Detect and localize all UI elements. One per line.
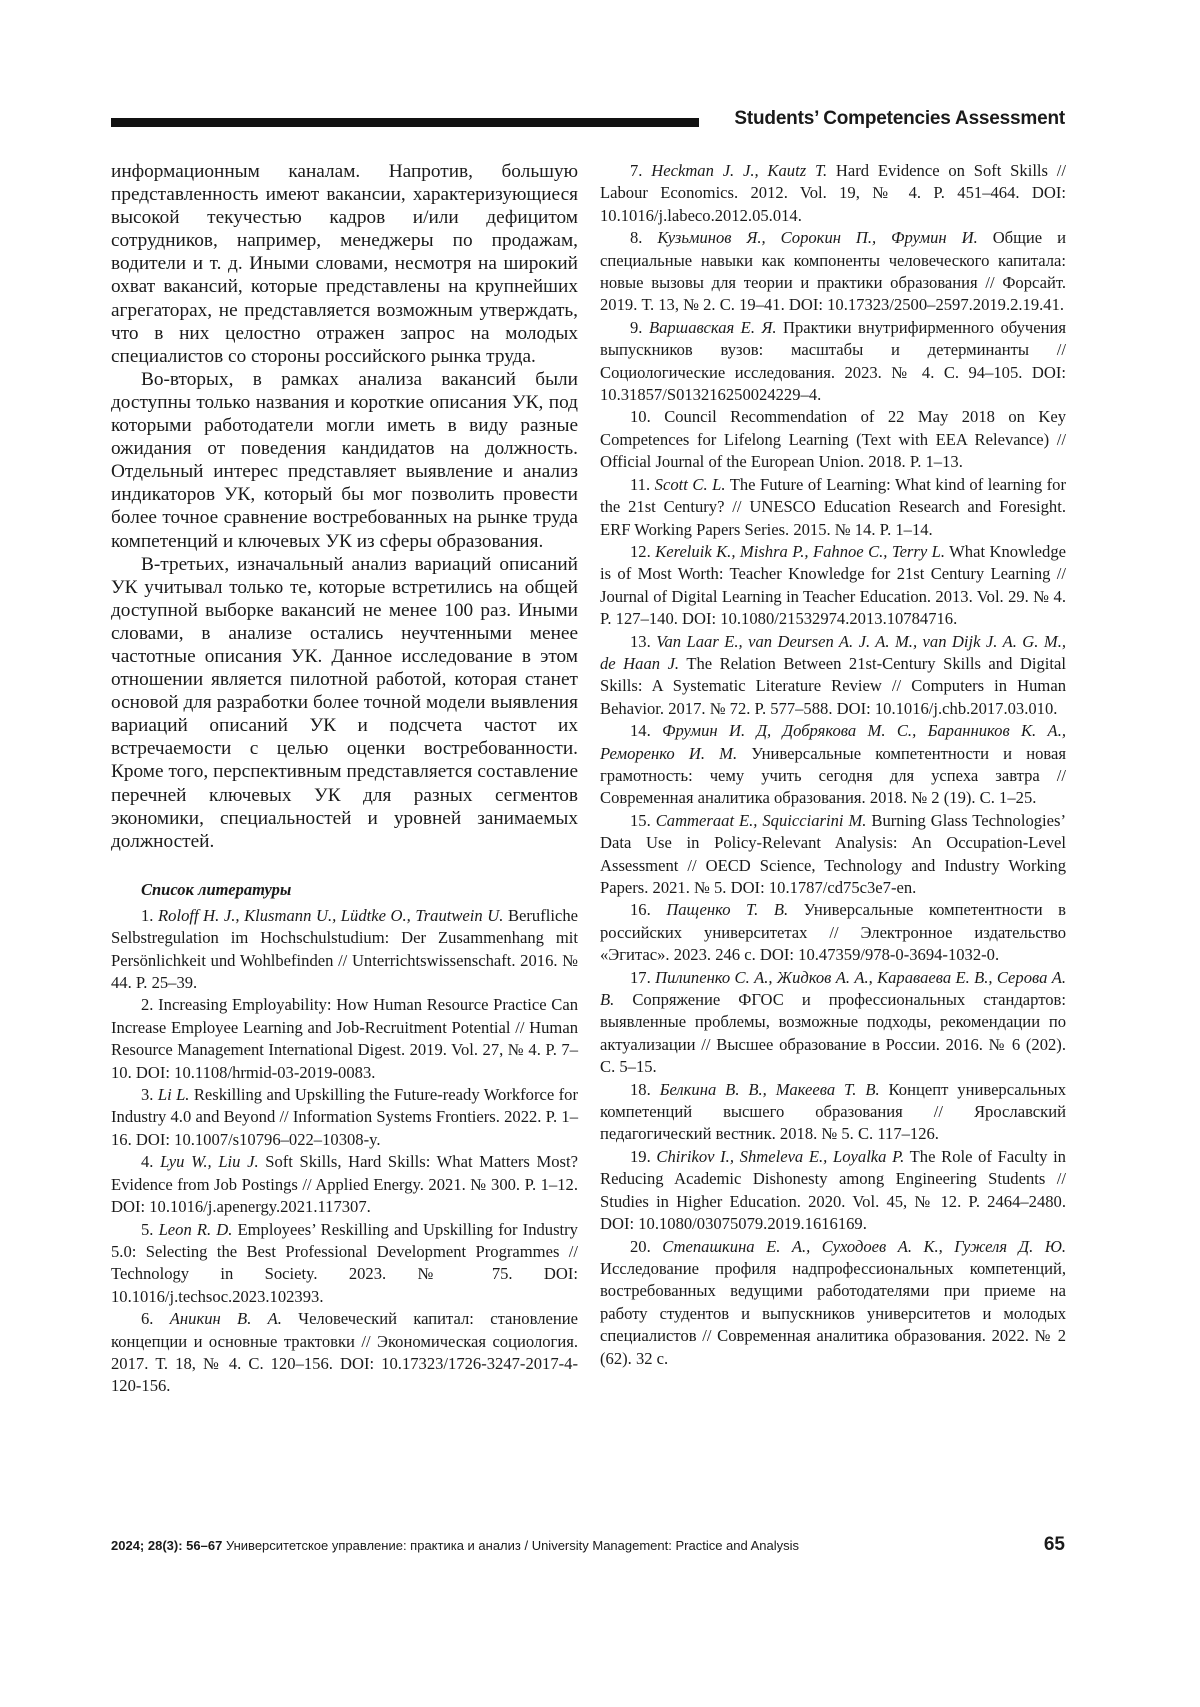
reference-item: [600, 474, 1066, 541]
reference-authors: Van Laar E., van Deursen A. J. A. M., van Dijk J. A. G. M., de Haan J.: [600, 632, 1066, 673]
reference-text: Council Recommendation of 22 May 2018 on Key Competences for Lifelong Learning (Text with EEA Relevance) // Official Journal of the European Union. 2018. P. 1–13.: [600, 407, 1066, 471]
footer-journal: Университетское управление: практика и анализ / University Management: Practice and Analysis: [226, 1538, 799, 1553]
reference-authors: Leon R. D.: [159, 1220, 233, 1239]
reference-item: [600, 1079, 1066, 1146]
reference-item: [600, 317, 1066, 407]
reference-number: 10.: [630, 407, 651, 426]
reference-item: [600, 406, 1066, 473]
left-column: [111, 160, 578, 1398]
reference-number: 11.: [630, 475, 650, 494]
reference-number: 19.: [630, 1147, 651, 1166]
reference-authors: Варшавская Е. Я.: [649, 318, 777, 337]
reference-text: Berufliche Selbstregulation im Hochschulstudium: Der Zusammenhang mit Persönlichkeit und Wohlbefinden // Unterrichtswissenschaft. 2016. № 44. P. 25–39.: [111, 906, 578, 992]
reference-text: Reskilling and Upskilling the Future-ready Workforce for Industry 4.0 and Beyond // Information Systems Frontiers. 2022. P. 1–16. DOI: 10.1007/s10796–022–10308-y.: [111, 1085, 578, 1149]
reference-text: Hard Evidence on Soft Skills // Labour Economics. 2012. Vol. 19, № 4. P. 451–464. DOI: 10.1016/j.labeco.2012.05.014.: [600, 161, 1066, 225]
reference-number: 3.: [141, 1085, 153, 1104]
right-column: [600, 160, 1066, 1370]
page-number: 65: [1000, 1534, 1065, 1556]
reference-text: Burning Glass Technologies’ Data Use in Policy-Relevant Analysis: An Occupation-Level Assessment // OECD Science, Technology and Industry Working Papers. 2021. № 5. DOI: 10.1787/cd75c3e7-en.: [600, 811, 1066, 897]
reference-number: 7.: [630, 161, 642, 180]
reference-number: 8.: [630, 228, 642, 247]
reference-authors: Белкина В. В., Макеева Т. В.: [660, 1080, 880, 1099]
reference-number: 14.: [630, 721, 651, 740]
reference-authors: Пилипенко С. А., Жидков А. А., Караваева Е. В., Серова А. В.: [600, 968, 1066, 1009]
reference-authors: Heckman J. J., Kautz T.: [651, 161, 827, 180]
reference-item: [600, 1236, 1066, 1370]
reference-text: The Role of Faculty in Reducing Academic Dishonesty among Engineering Students // Studies in Higher Education. 2020. Vol. 45, № 12. P. 2464–2480. DOI: 10.1080/03075079.2019.1616169.: [600, 1147, 1066, 1233]
reference-text: Универсальные компетентности в российских университетах // Электронное издательство «Эгитас». 2023. 246 с. DOI: 10.47359/978-0-3694-1032-0.: [600, 900, 1066, 964]
reference-list-right: [600, 160, 1066, 1370]
footer-citation: 2024; 28(3): 56–67: [111, 1538, 222, 1553]
reference-item: [600, 631, 1066, 721]
reference-list-left: [111, 905, 578, 1398]
reference-authors: Пащенко Т. В.: [666, 900, 788, 919]
reference-number: 15.: [630, 811, 651, 830]
body-paragraph: Во-вторых, в рамках анализа вакансий были доступны только названия и короткие описания УК, под которыми работодатели могли иметь в виду разные ожидания от поведения кандидатов на должность. Отдельный интерес представляет выявление и анализ индикаторов УК, который бы мог позволить провести более точное сравнение востребованных на рынке труда компетенций и ключевых УК из сферы образования.: [111, 368, 578, 553]
reference-item: [600, 1146, 1066, 1236]
reference-item: [111, 905, 578, 995]
reference-authors: Roloff H. J., Klusmann U., Lüdtke O., Trautwein U.: [158, 906, 503, 925]
reference-number: 4.: [141, 1152, 153, 1171]
reference-authors: Фрумин И. Д, Добрякова М. С., Баранников К. А., Реморенко И. М.: [600, 721, 1066, 762]
reference-number: 6.: [141, 1309, 153, 1328]
references-heading: Список литературы: [141, 879, 578, 901]
reference-authors: Li L.: [158, 1085, 190, 1104]
reference-text: Концепт универсальных компетенций высшего образования // Ярославский педагогический вестник. 2018. № 5. С. 117–126.: [600, 1080, 1066, 1144]
reference-number: 18.: [630, 1080, 651, 1099]
reference-text: Общие и специальные навыки как компоненты человеческого капитала: новые вызовы для теории и практики образования // Форсайт. 2019. Т. 13, № 2. С. 19–41. DOI: 10.17323/2500–2597.2019.2.19.41.: [600, 228, 1066, 314]
reference-item: [600, 541, 1066, 631]
reference-item: [600, 227, 1066, 317]
reference-item: [600, 967, 1066, 1079]
reference-item: [111, 1151, 578, 1218]
reference-number: 9.: [630, 318, 642, 337]
body-paragraph: информационным каналам. Напротив, большую представленность имеют вакансии, характеризующиеся высокой текучестью кадров и/или дефицитом сотрудников, например, менеджеры по продажам, водители и т. д. Иными словами, несмотря на широкий охват вакансий, которые представлены на крупнейших агрегаторах, не представляется возможным утверждать, что в них целостно отражен запрос на молодых специалистов со стороны российского рынка труда.: [111, 160, 578, 368]
reference-item: [600, 720, 1066, 810]
page-footer: [111, 1538, 799, 1553]
reference-text: The Relation Between 21st-Century Skills and Digital Skills: A Systematic Literature Review // Computers in Human Behavior. 2017. № 72. P. 577–588. DOI: 10.1016/j.chb.2017.03.010.: [600, 654, 1066, 718]
reference-item: [111, 1308, 578, 1398]
reference-text: Increasing Employability: How Human Resource Practice Can Increase Employee Learning and Job-Recruitment Potential // Human Resource Management International Digest. 2019. Vol. 27, № 4. P. 7–10. DOI: 10.1108/hrmid-03-2019-0083.: [111, 995, 578, 1081]
reference-text: Практики внутрифирменного обучения выпускников вузов: масштабы и детерминанты // Социологические исследования. 2023. № 4. С. 94–105. DOI: 10.31857/S013216250024229–4.: [600, 318, 1066, 404]
reference-number: 20.: [630, 1237, 651, 1256]
reference-authors: Chirikov I., Shmeleva E., Loyalka P.: [656, 1147, 904, 1166]
reference-item: [600, 899, 1066, 966]
reference-number: 1.: [141, 906, 153, 925]
running-header-title: Students’ Competencies Assessment: [705, 108, 1065, 130]
body-paragraph: В-третьих, изначальный анализ вариаций описаний УК учитывал только те, которые встретились на общей доступной выборке вакансий не менее 100 раз. Иными словами, в анализе остались неучтенными менее частотные описания УК. Данное исследование в этом отношении является пилотной работой, которая станет основой для разработки более точной модели выявления вариаций описаний УК и подсчета частот их встречаемости с целью оценки востребованности. Кроме того, перспективным представляется составление перечней ключевых УК для разных сегментов экономики, специальностей и уровней занимаемых должностей.: [111, 553, 578, 853]
reference-number: 13.: [630, 632, 651, 651]
reference-text: Employees’ Reskilling and Upskilling for Industry 5.0: Selecting the Best Professional Development Programmes // Technology in Society. 2023. № 75. DOI: 10.1016/j.techsoc.2023.102393.: [111, 1220, 578, 1306]
reference-text: Человеческий капитал: становление концепции и основные трактовки // Экономическая социология. 2017. Т. 18, № 4. С. 120–156. DOI: 10.17323/1726-3247-2017-4-120-156.: [111, 1309, 578, 1395]
reference-authors: Кузьминов Я., Сорокин П., Фрумин И.: [657, 228, 977, 247]
reference-item: [600, 160, 1066, 227]
reference-authors: Scott C. L.: [655, 475, 726, 494]
reference-number: 12.: [630, 542, 651, 561]
reference-item: [600, 810, 1066, 900]
reference-number: 16.: [630, 900, 651, 919]
reference-item: [111, 994, 578, 1084]
reference-authors: Lyu W., Liu J.: [160, 1152, 259, 1171]
reference-authors: Kereluik K., Mishra P., Fahnoe C., Terry L.: [655, 542, 945, 561]
header-rule: [111, 118, 699, 127]
reference-authors: Степашкина Е. А., Суходоев А. К., Гужеля Д. Ю.: [662, 1237, 1066, 1256]
reference-text: Исследование профиля надпрофессиональных компетенций, востребованных ведущими работодателями при приеме на работу студентов и выпускников университетов и молодых специалистов // Современная аналитика образования. 2022. № 2 (62). 32 с.: [600, 1259, 1066, 1368]
reference-number: 5.: [141, 1220, 153, 1239]
reference-number: 2.: [141, 995, 153, 1014]
reference-text: Soft Skills, Hard Skills: What Matters Most? Evidence from Job Postings // Applied Energy. 2021. № 300. P. 1–12. DOI: 10.1016/j.apenergy.2021.117307.: [111, 1152, 578, 1216]
reference-authors: Аникин В. А.: [170, 1309, 282, 1328]
reference-text: Сопряжение ФГОС и профессиональных стандартов: выявленные проблемы, возможные подходы, рекомендации по актуализации // Высшее образование в России. 2016. № 6 (202). С. 5–15.: [600, 990, 1066, 1076]
reference-text: The Future of Learning: What kind of learning for the 21st Century? // UNESCO Education Research and Foresight. ERF Working Papers Series. 2015. № 14. P. 1–14.: [600, 475, 1066, 539]
reference-text: What Knowledge is of Most Worth: Teacher Knowledge for 21st Century Learning // Journal of Digital Learning in Teacher Education. 2013. Vol. 29. № 4. P. 127–140. DOI: 10.1080/21532974.2013.10784716.: [600, 542, 1066, 628]
reference-item: [111, 1219, 578, 1309]
reference-text: Универсальные компетентности и новая грамотность: чему учить сегодня для успеха завтра // Современная аналитика образования. 2018. № 2 (19). С. 1–25.: [600, 744, 1066, 808]
reference-number: 17.: [630, 968, 651, 987]
reference-item: [111, 1084, 578, 1151]
reference-authors: Cammeraat E., Squicciarini M.: [656, 811, 867, 830]
